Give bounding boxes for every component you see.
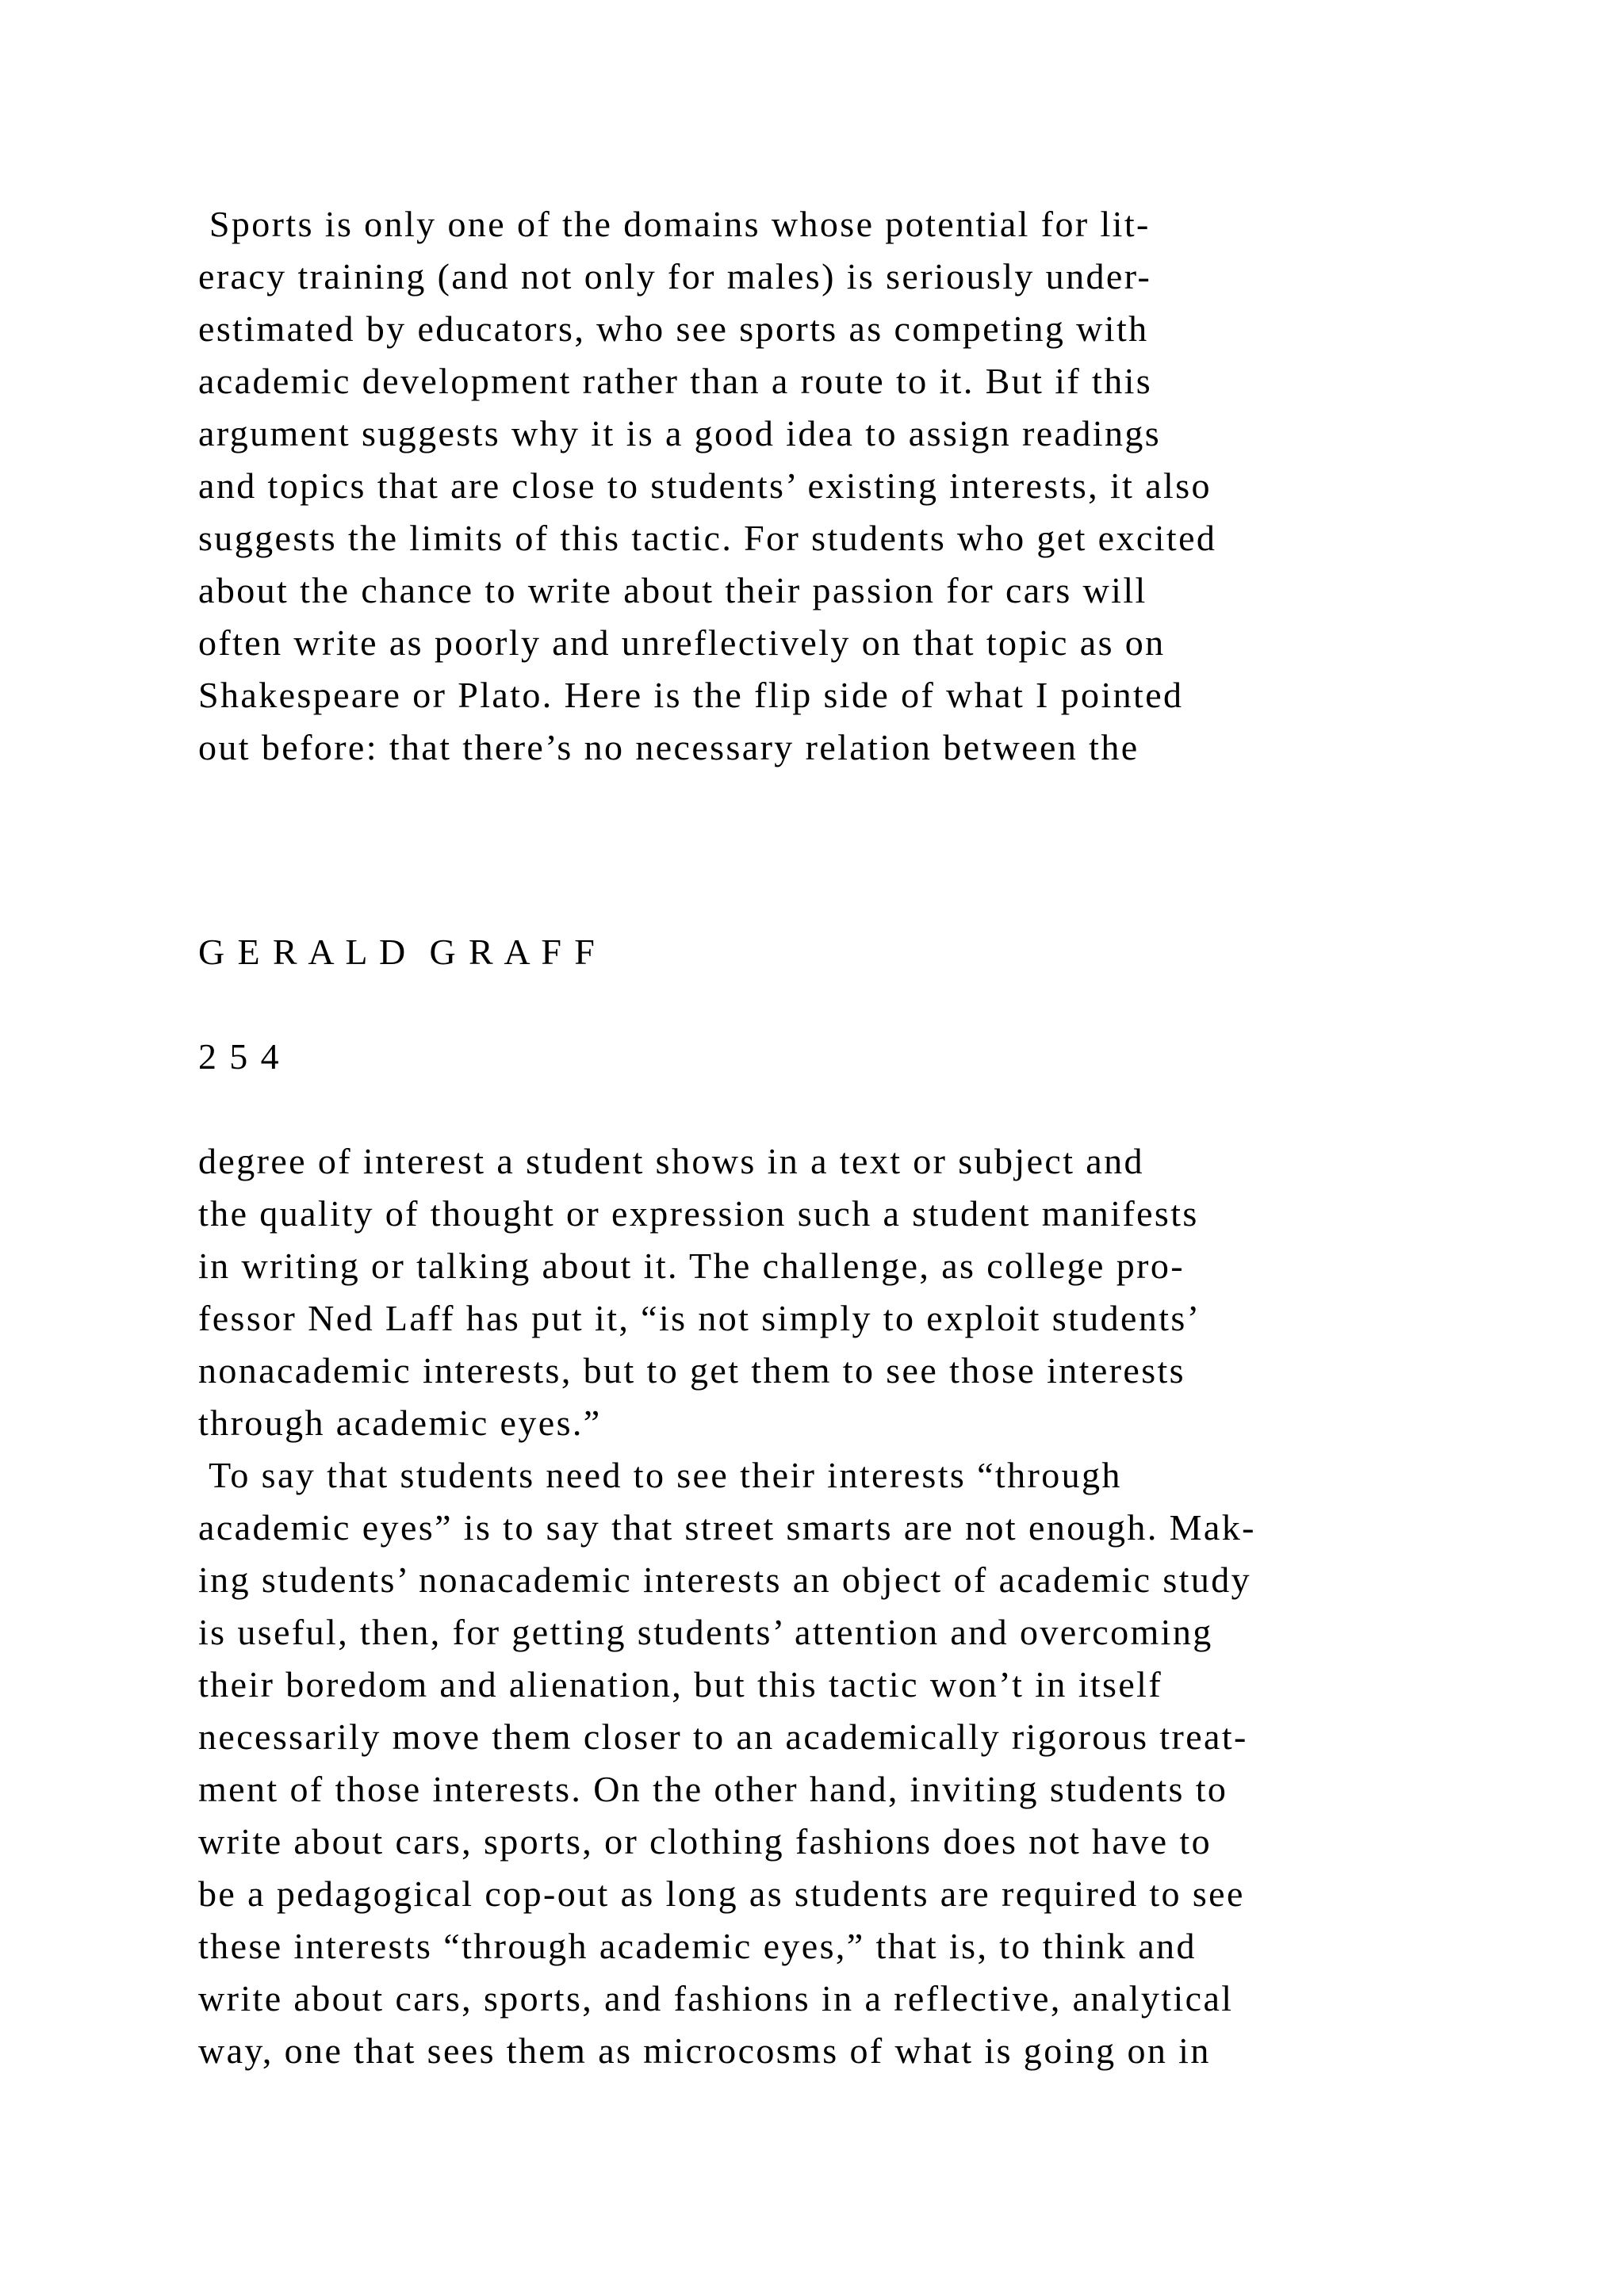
text-line: in writing or talking about it. The challenge, as college pro-	[198, 1246, 1185, 1286]
text-line: often write as poorly and unreflectively on that topic as on	[198, 622, 1166, 663]
text-line: out before: that there’s no necessary relation between the	[198, 727, 1139, 767]
text-line: Shakespeare or Plato. Here is the flip side of what I pointed	[198, 675, 1184, 715]
running-head-author: G E R A L D G R A F F	[198, 932, 597, 972]
text-line: ment of those interests. On the other hand, inviting students to	[198, 1769, 1228, 1809]
text-line: argument suggests why it is a good idea to assign readings	[198, 413, 1162, 453]
text-line: their boredom and alienation, but this tactic won’t in itself	[198, 1664, 1163, 1705]
text-line: fessor Ned Laff has put it, “is not simply to exploit students’	[198, 1298, 1201, 1338]
text-line: estimated by educators, who see sports as competing with	[198, 308, 1149, 349]
text-line: be a pedagogical cop-out as long as students are required to see	[198, 1873, 1245, 1914]
text-line: is useful, then, for getting students’ attention and overcoming	[198, 1612, 1213, 1652]
page-number: 2 5 4	[198, 1036, 281, 1077]
text-line: academic development rather than a route to it. But if this	[198, 361, 1153, 401]
text-line: ing students’ nonacademic interests an object of academic study	[198, 1559, 1252, 1600]
text-line: necessarily move them closer to an academically rigorous treat-	[198, 1716, 1248, 1757]
text-line: the quality of thought or expression such a student manifests	[198, 1193, 1199, 1234]
paragraph-3	[198, 1449, 1594, 2077]
paragraph-2	[198, 1135, 1594, 1449]
text-line: degree of interest a student shows in a text or subject and	[198, 1141, 1144, 1181]
text-line: Sports is only one of the domains whose potential for lit-	[198, 204, 1151, 244]
text-line: suggests the limits of this tactic. For students who get excited	[198, 518, 1217, 558]
text-line: academic eyes” is to say that street smarts are not enough. Mak-	[198, 1507, 1256, 1548]
paragraph-1	[198, 198, 1594, 774]
text-line: and topics that are close to students’ existing interests, it also	[198, 465, 1212, 506]
text-line: To say that students need to see their interests “through	[198, 1455, 1122, 1495]
text-line: these interests “through academic eyes,” that is, to think and	[198, 1926, 1197, 1966]
text-line: nonacademic interests, but to get them to see those interests	[198, 1350, 1185, 1391]
text-line: about the chance to write about their passion for cars will	[198, 570, 1147, 610]
text-line: through academic eyes.”	[198, 1402, 602, 1443]
text-line: eracy training (and not only for males) is seriously under-	[198, 256, 1152, 297]
text-line: write about cars, sports, or clothing fashions does not have to	[198, 1821, 1212, 1862]
text-line: way, one that sees them as microcosms of what is going on in	[198, 2030, 1211, 2071]
text-line: write about cars, sports, and fashions in a reflective, analytical	[198, 1978, 1234, 2019]
